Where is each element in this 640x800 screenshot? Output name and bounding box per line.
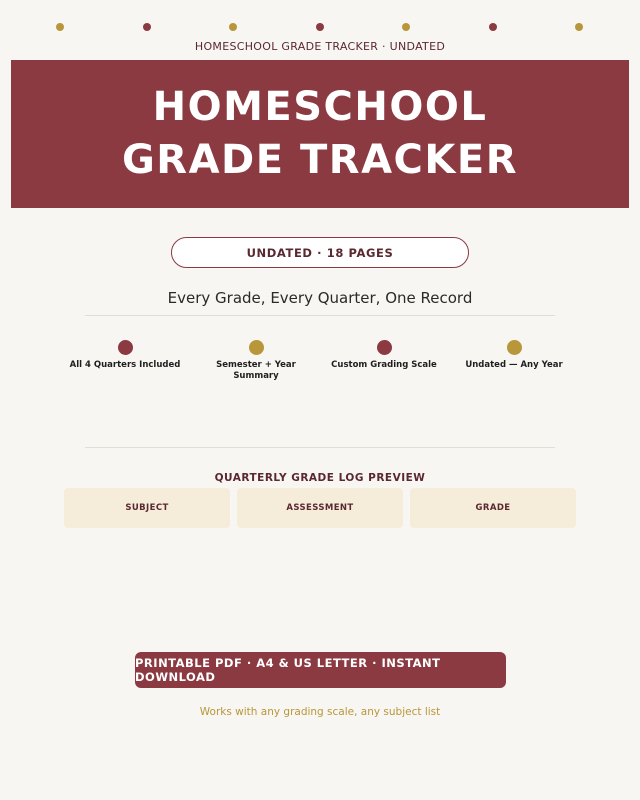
feature-item [191,340,321,382]
divider [85,447,555,448]
download-button[interactable]: PRINTABLE PDF · A4 & US LETTER · INSTANT DOWNLOAD [135,652,506,688]
gold-dot-icon [229,23,237,31]
tagline: Every Grade, Every Quarter, One Record [167,289,473,307]
title-line-2: GRADE TRACKER [121,137,519,183]
red-dot-icon [489,23,497,31]
feature-item [60,340,190,371]
feature-label: Semester + Year Summary [216,360,296,381]
footnote: Works with any grading scale, any subject list [199,706,441,718]
preview-title: QUARTERLY GRADE LOG PREVIEW [214,472,426,484]
gold-dot-icon [56,23,64,31]
top-label: HOMESCHOOL GRADE TRACKER · UNDATED [194,40,446,53]
feature-label: Undated — Any Year [465,360,563,370]
title-banner [11,60,629,208]
red-dot-icon [377,340,392,355]
column-header-grade: GRADE [410,488,576,528]
red-dot-icon [118,340,133,355]
column-header-assessment: ASSESSMENT [237,488,403,528]
feature-item [319,340,449,371]
column-header-subject: SUBJECT [64,488,230,528]
gold-dot-icon [402,23,410,31]
feature-item [449,340,579,371]
feature-label: Custom Grading Scale [331,360,437,370]
red-dot-icon [316,23,324,31]
page-count-badge: UNDATED · 18 PAGES [171,237,469,268]
gold-dot-icon [575,23,583,31]
red-dot-icon [143,23,151,31]
gold-dot-icon [507,340,522,355]
feature-list [60,340,580,400]
divider [85,315,555,316]
title-line-1: HOMESCHOOL [152,84,488,130]
decorative-dot-row [0,23,640,33]
feature-label: All 4 Quarters Included [69,360,181,370]
gold-dot-icon [249,340,264,355]
